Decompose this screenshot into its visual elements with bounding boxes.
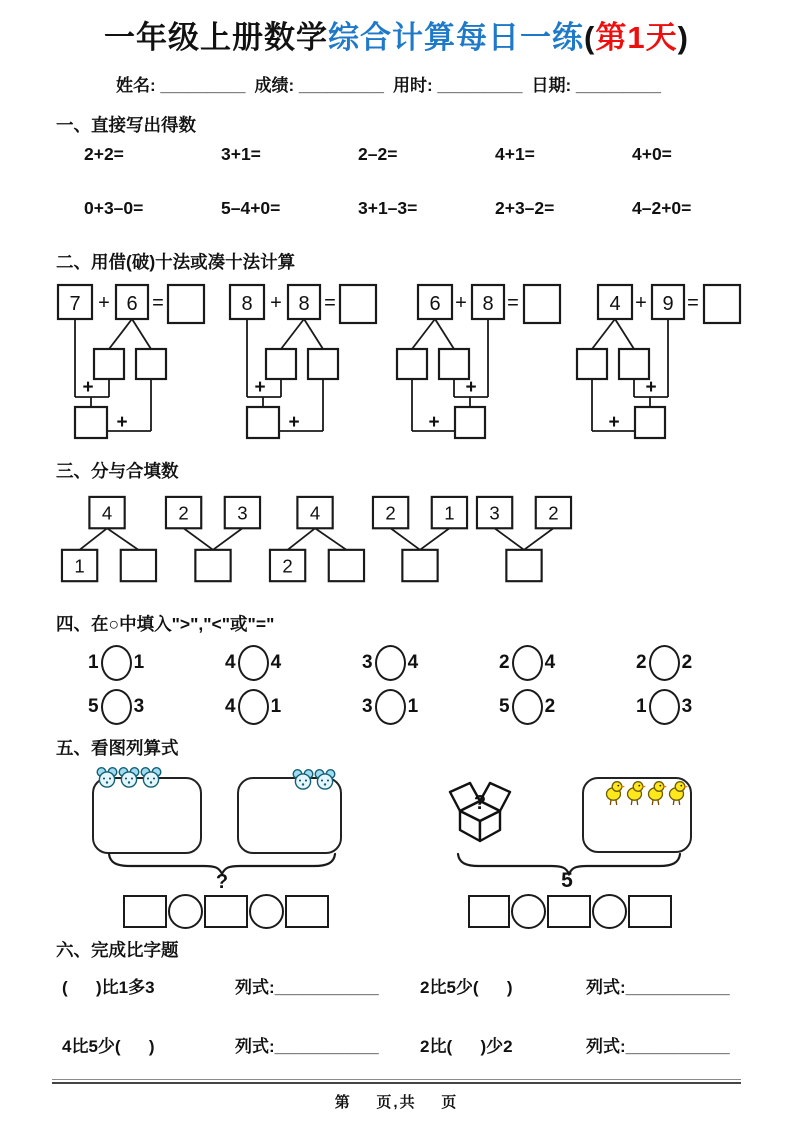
compare-circle (238, 689, 269, 725)
operator-circle (249, 894, 284, 929)
whole-box (506, 550, 541, 581)
compare-circle (101, 689, 132, 725)
compare-item: 3 4 (362, 645, 499, 681)
chick-icon (625, 780, 646, 806)
compare-circle (375, 689, 406, 725)
info-row (116, 71, 793, 96)
compare-statement: 2比( )少2 (420, 1037, 513, 1056)
answer-square (123, 895, 167, 928)
equals-sign: = (152, 292, 164, 314)
plus-sign: + (455, 292, 468, 314)
make-ten-diagram-1 (52, 281, 212, 444)
split-right-box (619, 349, 649, 379)
compare-statement: ( )比1多3 (62, 978, 155, 997)
mouse-icon (292, 769, 314, 790)
addend1: 4 (609, 293, 621, 315)
operator-circle (511, 894, 546, 929)
equation: 3+1–3= (358, 198, 418, 218)
number-merge-diagram-2 (164, 494, 262, 589)
part-right-number: 3 (236, 502, 248, 524)
part-right-number: 1 (444, 502, 455, 524)
section1-heading: 一、直接写出得数 (56, 115, 196, 135)
equation-template (468, 894, 673, 929)
picture-problem-mice (92, 767, 372, 935)
answer-box (168, 285, 204, 323)
answer-square (628, 895, 672, 928)
part-left-number: 2 (385, 502, 397, 524)
plus-sign: + (98, 292, 110, 314)
page-title (0, 0, 793, 58)
plus-sign: + (116, 412, 128, 433)
chicks-group (604, 780, 688, 806)
title-paren-close: ) (677, 20, 689, 55)
answer-box (524, 285, 560, 323)
equation: 4+1= (495, 144, 535, 164)
equation: 4–2+0= (632, 198, 692, 218)
equals-sign: = (507, 292, 520, 314)
whole-number: 4 (101, 502, 113, 524)
compare-item: 1 1 (88, 645, 225, 681)
name-blank: _________ (160, 76, 246, 95)
write-expression-blank: 列式:___________ (586, 978, 730, 997)
equation: 4+0= (632, 144, 672, 164)
answer-square (468, 895, 510, 928)
make-ten-diagram-2 (224, 281, 384, 444)
compare-item: 2 2 (636, 645, 773, 681)
title-paren-open: ( (584, 20, 596, 55)
addend2: 8 (298, 293, 310, 315)
compare-circle (101, 645, 132, 681)
section4-row1 (88, 641, 793, 685)
ten-box (455, 407, 485, 438)
score-field: 成绩: _________ (254, 76, 384, 95)
equals-sign: = (687, 292, 699, 314)
time-blank: _________ (437, 76, 523, 95)
whole-box (403, 550, 438, 581)
plus-sign: + (82, 377, 94, 398)
part-left-number: 3 (489, 502, 500, 524)
score-blank: _________ (298, 76, 384, 95)
mouse-icon (118, 767, 140, 788)
part-right-box (328, 550, 363, 581)
plus-sign: + (465, 377, 477, 398)
page-number: 第 页,共 页 (334, 1094, 459, 1111)
answer-square (285, 895, 329, 928)
compare-circle (375, 645, 406, 681)
equation-template (123, 894, 330, 929)
split-left-box (94, 349, 124, 379)
compare-item: 1 3 (636, 689, 773, 725)
write-expression-blank: 列式:___________ (235, 978, 379, 997)
mouse-icon (314, 769, 336, 790)
answer-box (340, 285, 376, 323)
chick-icon (646, 780, 667, 806)
split-left-box (397, 349, 427, 379)
equation: 5–4+0= (221, 198, 281, 218)
whole-number: 4 (309, 502, 320, 524)
addend2: 6 (126, 293, 138, 315)
equals-sign: = (323, 292, 336, 314)
split-right-box (439, 349, 469, 379)
chick-icon (667, 780, 688, 806)
equation: 2+2= (84, 144, 124, 164)
operator-circle (168, 894, 203, 929)
split-left-box (577, 349, 607, 379)
time-field: 用时: _________ (393, 76, 523, 95)
make-ten-diagram-3 (395, 281, 563, 444)
split-left-box (266, 349, 296, 379)
number-split-diagram-3 (268, 494, 366, 589)
plus-sign: + (645, 377, 657, 398)
equation: 2+3–2= (495, 198, 555, 218)
date-blank: _________ (575, 76, 661, 95)
picture-problem-chicks (448, 767, 698, 935)
unknown-question-mark: ? (473, 792, 487, 814)
section1-row1 (84, 144, 793, 165)
write-expression-blank: 列式:___________ (235, 1037, 379, 1056)
total-label: 5 (561, 869, 573, 892)
section4-row2 (88, 685, 793, 729)
part-left-number: 2 (281, 555, 293, 577)
addend1: 8 (241, 293, 253, 315)
ten-box (247, 407, 279, 438)
answer-square (204, 895, 248, 928)
part-left-number: 2 (178, 502, 189, 524)
compare-circle (649, 689, 680, 725)
section4-heading: 四、在○中填入">","<"或"=" (56, 614, 275, 634)
operator-circle (592, 894, 627, 929)
title-day: 第1天 (595, 20, 678, 55)
section2-diagrams (52, 281, 743, 444)
mouse-icon (140, 767, 162, 788)
plus-sign: + (288, 412, 300, 433)
date-field: 日期: _________ (531, 76, 661, 95)
write-expression-blank: 列式:___________ (586, 1037, 730, 1056)
title-black: 一年级上册数学 (104, 20, 329, 55)
addend1: 7 (69, 293, 81, 315)
compare-statement: 2比5少( ) (420, 978, 513, 997)
section6-row1 (62, 973, 793, 998)
part-right-number: 2 (548, 502, 559, 524)
plus-sign: + (254, 377, 266, 398)
mice-group-2 (292, 769, 336, 790)
mouse-icon (96, 767, 118, 788)
answer-box (704, 285, 740, 323)
compare-item: 3 1 (362, 689, 499, 725)
addend2: 9 (662, 293, 674, 315)
section1-row2 (84, 198, 793, 219)
equation: 3+1= (221, 144, 261, 164)
section6-heading: 六、完成比字题 (56, 940, 179, 960)
title-blue: 综合计算每日一练 (328, 20, 585, 55)
make-ten-diagram-4 (575, 281, 743, 444)
whole-box (195, 550, 230, 581)
footer-rule (52, 1079, 741, 1084)
compare-item: 5 3 (88, 689, 225, 725)
section2-heading: 二、用借(破)十法或凑十法计算 (56, 252, 296, 272)
compare-statement: 4比5少( ) (62, 1037, 155, 1056)
number-merge-diagram-5 (475, 494, 573, 589)
equation: 0+3–0= (84, 198, 144, 218)
compare-item: 4 1 (225, 689, 362, 725)
mice-box-1 (92, 777, 202, 854)
answer-square (547, 895, 591, 928)
name-field: 姓名: _________ (116, 76, 246, 95)
plus-sign: + (269, 292, 282, 314)
number-merge-diagram-4 (371, 494, 469, 589)
split-right-box (308, 349, 338, 379)
compare-item: 2 4 (499, 645, 636, 681)
part-right-box (121, 550, 156, 581)
plus-sign: + (608, 412, 620, 433)
addend2: 8 (482, 293, 494, 315)
number-split-diagram-1 (60, 494, 158, 589)
compare-circle (238, 645, 269, 681)
compare-circle (512, 645, 543, 681)
plus-sign: + (635, 292, 647, 314)
section5-heading: 五、看图列算式 (56, 738, 179, 758)
mice-group-1 (96, 767, 162, 788)
part-left-number: 1 (74, 555, 85, 577)
ten-box (635, 407, 665, 438)
split-right-box (136, 349, 166, 379)
section3-diagrams (60, 494, 573, 589)
section6-row2 (62, 1032, 793, 1057)
compare-circle (649, 645, 680, 681)
ten-box (75, 407, 107, 438)
compare-circle (512, 689, 543, 725)
total-question-mark: ? (215, 871, 229, 893)
addend1: 6 (429, 293, 441, 315)
section5-figures (0, 767, 793, 935)
chick-icon (604, 780, 625, 806)
open-box-icon (448, 775, 512, 843)
compare-item: 4 4 (225, 645, 362, 681)
equation: 2–2= (358, 144, 398, 164)
plus-sign: + (428, 412, 440, 433)
section3-heading: 三、分与合填数 (56, 461, 179, 481)
compare-item: 5 2 (499, 689, 636, 725)
